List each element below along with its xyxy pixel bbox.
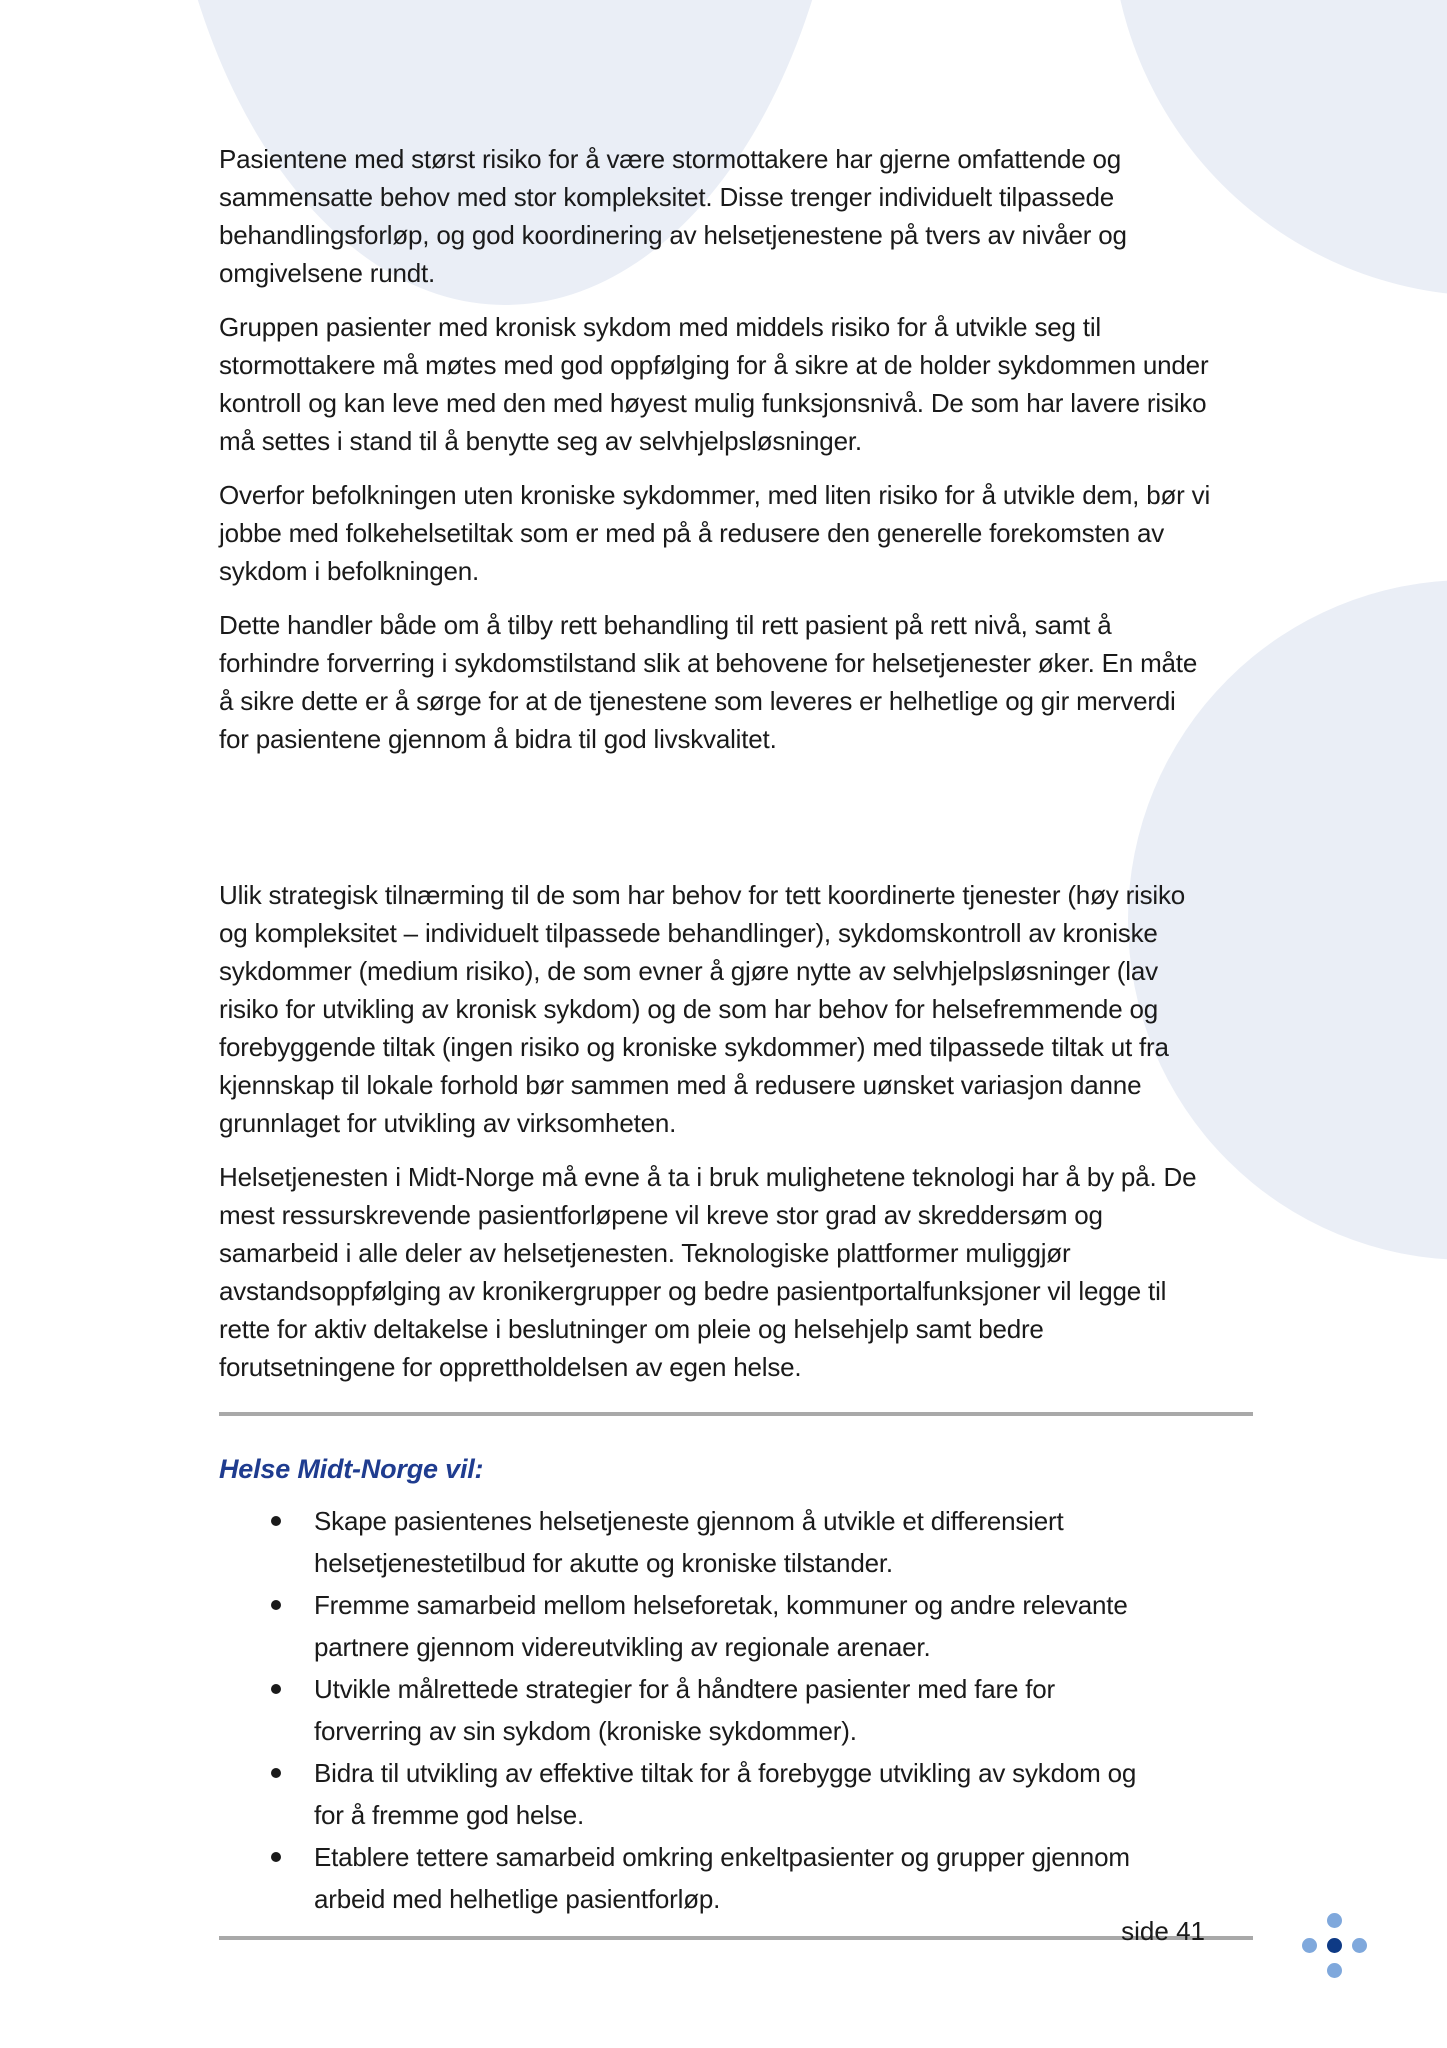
section-divider-top [219, 1412, 1253, 1416]
body-paragraph-3: Overfor befolkningen uten kroniske sykdommer, med liten risiko for å utvikle dem, bør vi jobbe med folkehelsetiltak som er med på å redusere den generelle forekomsten av sykdom i befolkningen. [219, 480, 1211, 586]
body-paragraph-5: Ulik strategisk tilnærming til de som har behov for tett koordinerte tjenester (høy risiko og kompleksitet – individuelt tilpassede behandlinger), sykdomskontroll av kroniske sykdommer (medium risiko), de som evner å gjøre nytte av selvhjelpsløsninger (lav risiko for utvikling av kronisk sykdom) og de som har behov for helsefremmende og forebyggende tiltak (ingen risiko og kroniske sykdommer) med tilpassede tiltak ut fra kjennskap til lokale forhold bør sammen med å redusere uønsket variasjon danne grunnlaget for utvikling av virksomheten. [219, 880, 1186, 1138]
logo-dot [1327, 1938, 1342, 1953]
logo-dot [1352, 1938, 1367, 1953]
body-paragraph-4: Dette handler både om å tilby rett behandling til rett pasient på rett nivå, samt å forhindre forverring i sykdomstilstand slik at behovene for helsetjenester øker. En måte å sikre dette er å sørge for at de tjenestene som leveres er helhetlige og gir merverdi for pasientene gjennom å bidra til god livskvalitet. [219, 610, 1198, 754]
body-paragraph-1: Pasientene med størst risiko for å være stormottakere har gjerne omfattende og sammensatte behov med stor kompleksitet. Disse trenger individuelt tilpassede behandlingsforløp, og god koordinering av helsetjenestene på tvers av nivåer og omgivelsene rundt. [219, 144, 1127, 288]
list-item-text: Fremme samarbeid mellom helseforetak, kommuner og andre relevante partnere gjennom videreutvikling av regionale arenaer. [314, 1590, 1128, 1662]
helse-midt-norge-logo [1302, 1913, 1368, 1979]
list-item [219, 1836, 1149, 1920]
body-paragraph-6: Helsetjenesten i Midt-Norge må evne å ta i bruk mulighetene teknologi har å by på. De mest ressurskrevende pasientforløpene vil kreve stor grad av skreddersøm og samarbeid i alle deler av helsetjenesten. Teknologiske plattformer muliggjør avstandsoppfølging av kronikergrupper og bedre pasientportalfunksjoner vil legge til rette for aktiv deltakelse i beslutninger om pleie og helsehjelp samt bedre forutsetningene for opprettholdelsen av egen helse. [219, 1162, 1197, 1382]
logo-dot [1327, 1913, 1342, 1928]
bullet-icon [271, 1600, 281, 1610]
section-divider-bottom [219, 1936, 1253, 1940]
body-paragraph-2: Gruppen pasienter med kronisk sykdom med middels risiko for å utvikle seg til stormottakere må møtes med god oppfølging for å sikre at de holder sykdommen under kontroll og kan leve med den med høyest mulig funksjonsnivå. De som har lavere risiko må settes i stand til å benytte seg av selvhjelpsløsninger. [219, 312, 1209, 456]
logo-dot [1327, 1963, 1342, 1978]
list-item [219, 1668, 1149, 1752]
bullet-icon [271, 1516, 281, 1526]
page-number: side 41 [1121, 1916, 1205, 1946]
logo-dot [1302, 1938, 1317, 1953]
list-item [219, 1752, 1149, 1836]
list-item-text: Etablere tettere samarbeid omkring enkeltpasienter og grupper gjennom arbeid med helhetlige pasientforløp. [314, 1842, 1130, 1914]
bullet-list [219, 1500, 1149, 1920]
list-item-text: Utvikle målrettede strategier for å håndtere pasienter med fare for forverring av sin sykdom (kroniske sykdommer). [314, 1674, 1055, 1746]
list-item [219, 1500, 1149, 1584]
list-item-text: Bidra til utvikling av effektive tiltak for å forebygge utvikling av sykdom og for å fremme god helse. [314, 1758, 1137, 1830]
bullet-icon [271, 1768, 281, 1778]
section-heading: Helse Midt-Norge vil: [219, 1454, 484, 1484]
list-item-text: Skape pasientenes helsetjeneste gjennom å utvikle et differensiert helsetjenestetilbud for akutte og kroniske tilstander. [314, 1506, 1064, 1578]
page-body [219, 140, 1211, 1940]
list-item [219, 1584, 1149, 1668]
bullet-icon [271, 1684, 281, 1694]
bullet-icon [271, 1852, 281, 1862]
